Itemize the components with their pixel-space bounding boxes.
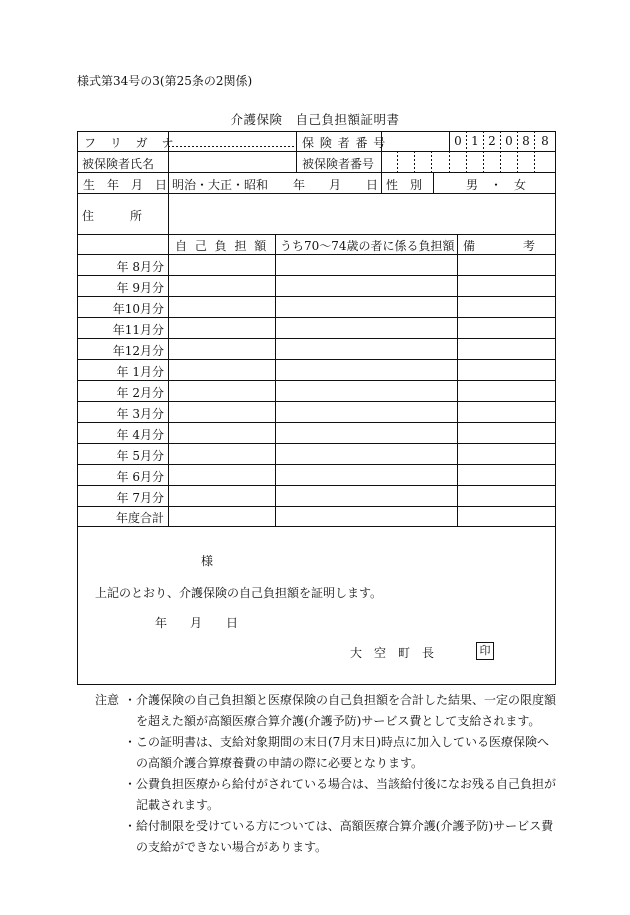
notes-heading: 注意: [95, 693, 120, 707]
col-self-burden: 自 己 負 担 額: [175, 239, 269, 253]
month-row-label: 年 7月分: [116, 491, 164, 505]
fiscal-year-total-label: 年度合計: [115, 511, 164, 525]
insurer-digit: 2: [488, 134, 496, 148]
certification-statement: 上記のとおり、介護保険の自己負担額を証明します。: [95, 586, 383, 600]
insurer-digit: 0: [454, 134, 462, 148]
note-line: を超えた額が高額医療合算介護(介護予防)サービス費として支給されます。: [136, 714, 541, 728]
month-row-label: 年 1月分: [116, 365, 164, 379]
form-number: 様式第34号の3(第25条の2関係): [77, 74, 253, 88]
month-row-label: 年11月分: [112, 323, 164, 337]
insurer-digit: 8: [541, 134, 549, 148]
note-item: [124, 816, 564, 858]
cert-day-label: 日: [226, 616, 239, 630]
issuer-name: 大 空 町 長: [350, 646, 435, 660]
note-line: ・この証明書は、支給対象期間の末日(7月末日)時点に加入している医療保険へ: [124, 735, 550, 749]
seal-mark: 印: [476, 642, 494, 660]
addressee-suffix: 様: [201, 554, 214, 568]
note-line: の支給ができない場合があります。: [136, 840, 328, 854]
month-row-label: 年 9月分: [116, 281, 164, 295]
insurer-digit: 0: [505, 134, 513, 148]
col-remarks: 備 考: [463, 239, 536, 253]
note-line: 記載されます。: [136, 798, 220, 812]
era-options: 明治・大正・昭和: [172, 178, 269, 192]
cert-year-label: 年: [155, 616, 168, 630]
cert-month-label: 月: [190, 616, 203, 630]
insured-number-label: 被保険者番号: [302, 157, 375, 171]
month-row-label: 年 3月分: [116, 407, 164, 421]
insured-name-label: 被保険者氏名: [82, 157, 155, 171]
month-row-label: 年 5月分: [116, 449, 164, 463]
gender-options: 男 ・ 女: [466, 178, 527, 192]
furigana-label: フ リ ガ ナ: [84, 136, 179, 150]
note-item: [124, 690, 564, 732]
month-row-label: 年 2月分: [116, 386, 164, 400]
month-row-label: 年 8月分: [116, 260, 164, 274]
col-70-74-burden: うち70～74歳の者に係る負担額: [280, 239, 455, 253]
month-row-label: 年 4月分: [116, 428, 164, 442]
note-line: ・介護保険の自己負担額と医療保険の自己負担額を合計した結果、一定の限度額: [124, 693, 557, 707]
birthdate-label: 生 年 月 日: [83, 178, 168, 192]
note-item: [124, 732, 564, 774]
birth-year-label: 年: [293, 178, 306, 192]
notes-list: [124, 690, 564, 858]
insurer-digit: 8: [522, 134, 530, 148]
insurer-number-label: 保 険 者 番 号: [302, 136, 387, 150]
document-title: 介護保険 自己負担額証明書: [230, 112, 400, 127]
month-row-label: 年12月分: [112, 344, 164, 358]
note-line: ・給付制限を受けている方については、高額医療合算介護(介護予防)サービス費: [124, 819, 554, 833]
note-line: の高額介護合算療養費の申請の際に必要となります。: [136, 756, 424, 770]
note-line: ・公費負担医療から給付がされている場合は、当該給付後になお残る自己負担が: [124, 777, 557, 791]
address-label: 住 所: [82, 209, 143, 223]
month-row-label: 年 6月分: [116, 470, 164, 484]
birth-month-label: 月: [329, 178, 342, 192]
insurer-digit: 1: [471, 134, 479, 148]
birth-day-label: 日: [366, 178, 379, 192]
month-row-label: 年10月分: [112, 302, 164, 316]
note-item: [124, 774, 564, 816]
gender-label: 性 別: [386, 178, 423, 192]
